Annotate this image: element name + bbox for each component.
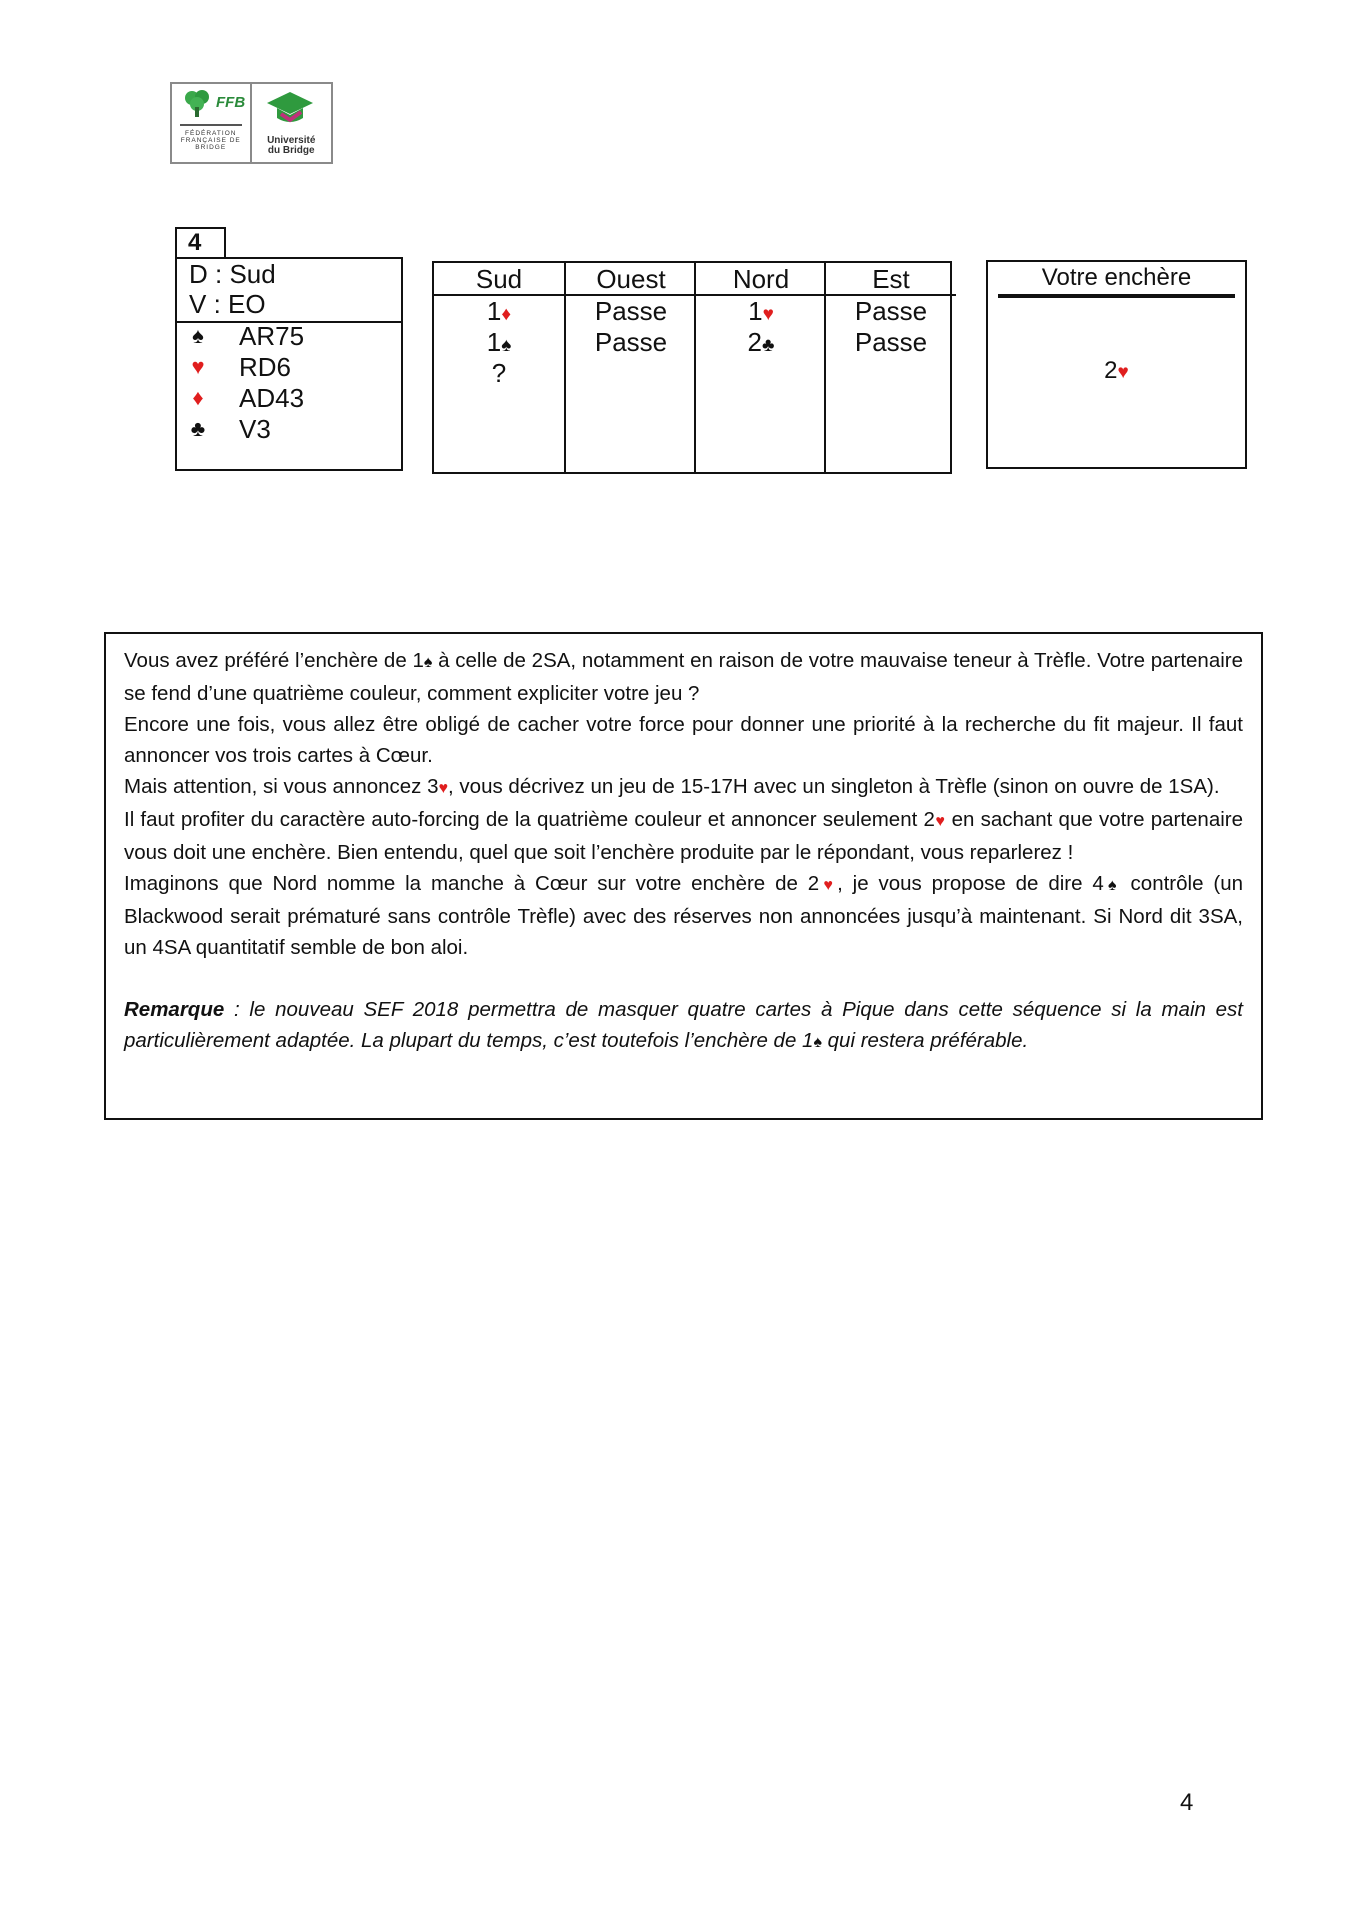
heart-icon: ♥ [762, 304, 774, 325]
hand-cards: AR75 [239, 321, 305, 351]
bid-cell: Passe [854, 296, 928, 326]
answer-level: 2 [1104, 357, 1118, 384]
bid-level: 1 [486, 327, 502, 357]
answer-title: Votre enchère [1041, 264, 1192, 291]
bid-cell: Passe [594, 327, 668, 357]
bidding-cells-est [826, 296, 956, 358]
ffb-tree-icon [182, 89, 216, 119]
bid-level: 1 [748, 296, 763, 326]
bid-cell [696, 296, 826, 327]
universite-text-2: du Bridge [267, 145, 315, 156]
spade-icon: ♠ [813, 1034, 822, 1051]
hand-cards: AD43 [239, 383, 305, 413]
spade-icon: ♠ [501, 335, 512, 356]
graduation-cap-icon [265, 90, 315, 130]
diamond-icon: ♦ [192, 385, 204, 410]
bid-cell: Passe [854, 327, 928, 357]
heart-icon: ♥ [438, 780, 449, 797]
heart-icon: ♥ [1117, 362, 1129, 383]
bid-cell [434, 296, 564, 327]
bid-level: ? [491, 358, 507, 388]
vulnerability-label: V : EO [189, 289, 266, 319]
heart-icon: ♥ [934, 813, 946, 830]
hand-cards: V3 [239, 414, 271, 444]
bid-cell [434, 358, 564, 389]
club-icon: ♣ [762, 335, 775, 356]
answer-rule [998, 294, 1235, 298]
universite-logo [252, 84, 332, 162]
bidding-column-est [824, 263, 956, 472]
commentary-paragraph-1: Vous avez préféré l’enchère de 1♠ à celle de 2SA, notamment en raison de votre mauvaise teneur à Trèfle. Votre partenaire se fend d’une quatrième couleur, comment expliciter votre jeu ? [124, 649, 1244, 705]
remark-label: Remarque [124, 998, 225, 1021]
bid-level: 2 [747, 327, 762, 357]
bidding-column-nord [694, 263, 826, 472]
commentary-paragraph-5: Imaginons que Nord nomme la manche à Cœur sur votre enchère de 2♥, je vous propose de dire 4♠ contrôle (un Blackwood serait prématuré sans contrôle Trèfle) avec des réserves non annoncées jusqu’à maintenant. Si Nord dit 3SA, un 4SA quantitatif semble de bon aloi. [124, 872, 1243, 959]
hand-cards: RD6 [239, 352, 292, 382]
bidding-header-nord: Nord [696, 263, 826, 296]
heart-icon: ♥ [191, 354, 205, 379]
commentary-paragraph-3: Mais attention, si vous annoncez 3♥, vous décrivez un jeu de 15-17H avec un singleton à Trèfle (sinon on ouvre de 1SA). [124, 775, 1220, 798]
bidding-header-sud: Sud [434, 263, 564, 296]
bidding-header-est: Est [826, 263, 956, 296]
ffb-logo [172, 84, 252, 162]
spade-icon: ♠ [423, 654, 433, 671]
spade-icon: ♠ [1103, 877, 1121, 894]
remark-paragraph: Remarque : le nouveau SEF 2018 permettra de masquer quatre cartes à Pique dans cette séquence si la main est particulièrement adaptée. La plupart du temps, c’est toutefois l’enchère de 1♠ qui restera préférable. [124, 998, 1243, 1052]
bidding-header-ouest: Ouest [566, 263, 696, 296]
commentary-paragraph-2: Encore une fois, vous allez être obligé de cacher votre force pour donner une priorité à la recherche du fit majeur. Il faut annoncer vos trois cartes à Cœur. [124, 713, 1243, 767]
diamond-icon: ♦ [501, 304, 512, 325]
universite-text-1: Université [267, 135, 316, 146]
answer-bid [988, 356, 1245, 388]
hand-box [175, 257, 403, 471]
answer-box [986, 260, 1247, 469]
ffb-university-logo [170, 82, 333, 164]
bid-cell: Passe [594, 296, 668, 326]
dealer-label: D : Sud [189, 259, 276, 289]
bidding-column-sud [434, 263, 564, 472]
commentary-box [104, 632, 1263, 1120]
bidding-column-ouest [564, 263, 696, 472]
bidding-cells-nord [696, 296, 826, 358]
bid-level: 1 [486, 296, 502, 326]
club-icon: ♣ [190, 416, 206, 441]
paragraph-gap [124, 963, 1243, 994]
page-number: 4 [1180, 1789, 1194, 1816]
bidding-cells-ouest [566, 296, 696, 358]
bid-cell [696, 327, 826, 358]
heart-icon: ♥ [819, 877, 838, 894]
commentary-paragraph-4: Il faut profiter du caractère auto-forcing de la quatrième couleur et annoncer seulement 2♥ en sachant que votre partenaire vous doit une enchère. Bien entendu, quel que soit l’enchère produite par le répondant, vous reparlerez ! [124, 808, 1244, 864]
deal-number: 4 [175, 227, 226, 257]
bidding-cells-sud [434, 296, 564, 389]
bidding-table [432, 261, 952, 474]
spade-icon: ♠ [192, 323, 204, 348]
bid-cell [434, 327, 564, 358]
ffb-mark: FFB [216, 94, 246, 111]
ffb-text: FÉDÉRATION FRANÇAISE DE BRIDGE [180, 124, 242, 151]
